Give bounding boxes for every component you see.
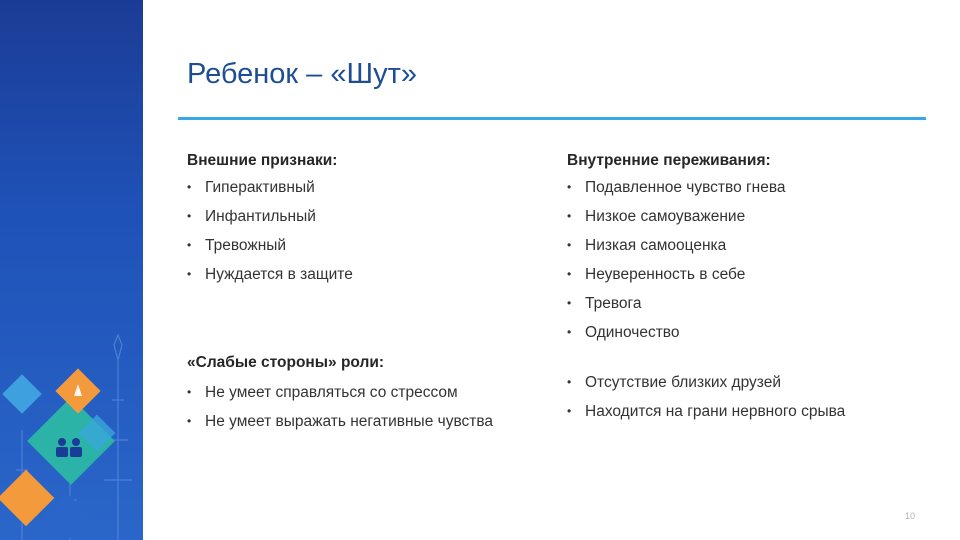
list-item: • Одиночество <box>567 324 680 341</box>
inner-feelings-list-continued <box>567 368 937 426</box>
weak-sides-heading: «Слабые стороны» роли: <box>187 354 385 371</box>
sidebar-decoration-graphic <box>0 0 143 540</box>
list-item: • Не умеет выражать негативные чувства <box>187 413 494 430</box>
sidebar-decoration <box>0 0 143 540</box>
list-item: • Нуждается в защите <box>187 266 353 283</box>
slide-title: Ребенок – «Шут» <box>187 58 417 90</box>
external-signs-heading: Внешние признаки: <box>187 152 338 169</box>
page-number: 10 <box>905 511 916 521</box>
list-item: • Гиперактивный <box>187 179 315 196</box>
list-item: • Низкое самоуважение <box>567 208 746 225</box>
left-column <box>187 150 557 436</box>
list-item: • Инфантильный <box>187 208 316 225</box>
right-column <box>567 150 937 426</box>
external-signs-list <box>187 173 557 289</box>
list-item: • Неуверенность в себе <box>567 266 746 283</box>
list-item: • Находится на грани нервного срыва <box>567 403 846 420</box>
inner-feelings-list <box>567 173 937 347</box>
list-item: • Тревога <box>567 295 642 312</box>
list-item: • Тревожный <box>187 237 287 254</box>
title-divider <box>178 117 926 120</box>
list-item: • Не умеет справляться со стрессом <box>187 384 458 401</box>
list-item: • Подавленное чувство гнева <box>567 179 786 196</box>
weak-sides-list <box>187 378 557 436</box>
list-item: • Низкая самооценка <box>567 237 727 254</box>
list-item: • Отсутствие близких друзей <box>567 374 782 391</box>
inner-feelings-heading: Внутренние переживания: <box>567 152 771 169</box>
